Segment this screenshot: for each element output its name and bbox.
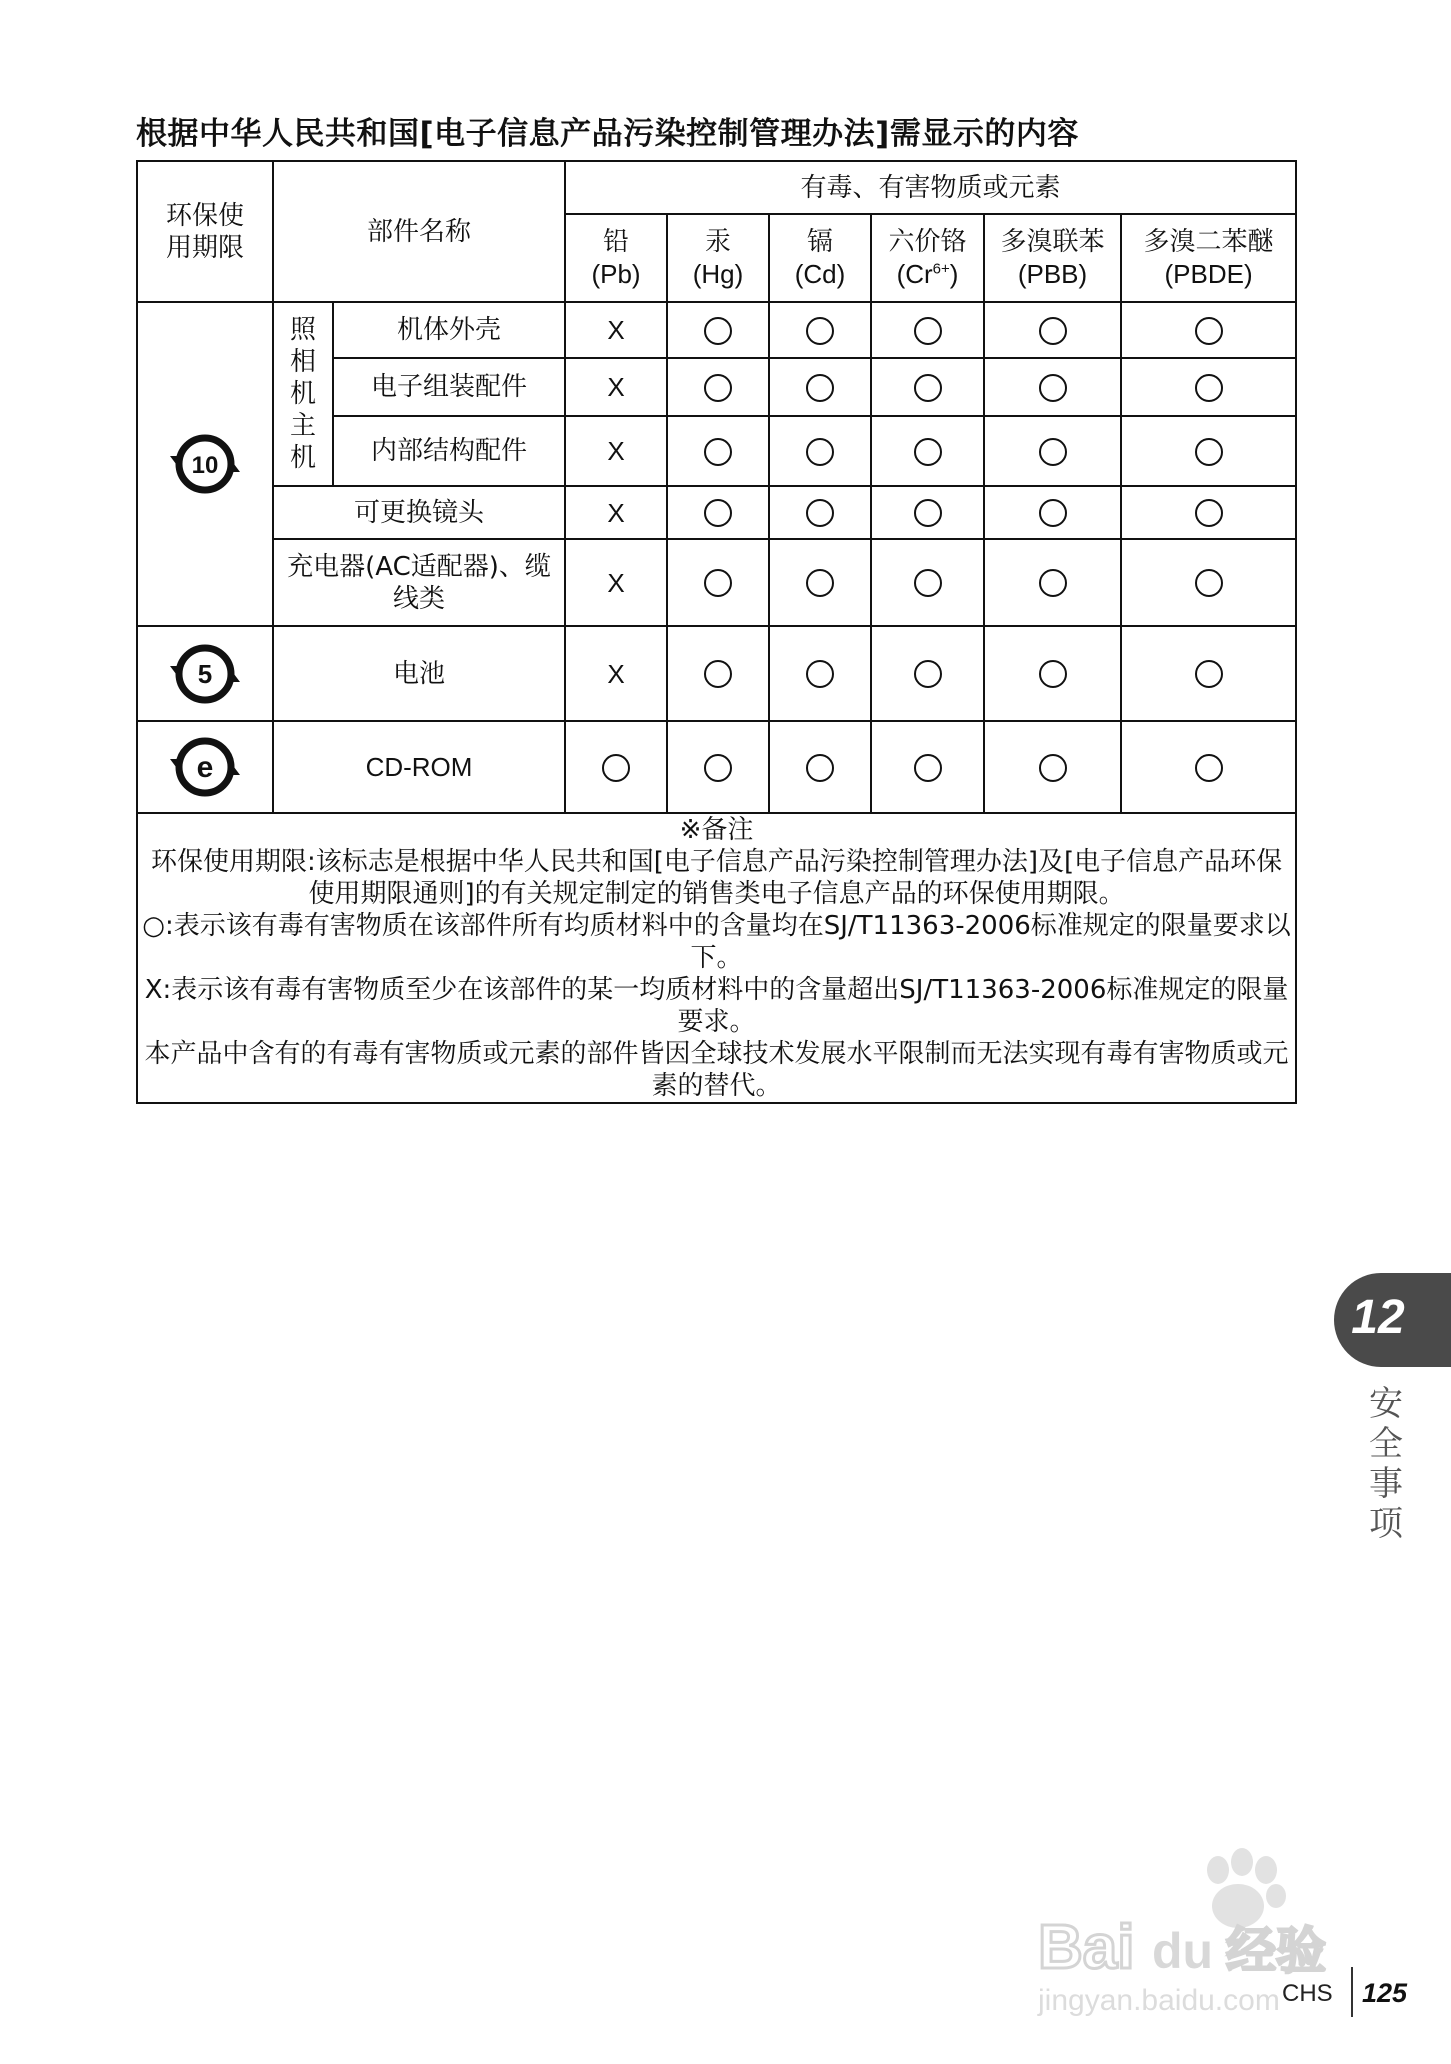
notes-row [137, 813, 1296, 1103]
header-lead: 铅 (Pb) [565, 214, 667, 302]
notes-cell [137, 813, 1296, 1103]
compliant-circle-icon [704, 660, 732, 688]
watermark-jingyan: 经验 [1226, 1922, 1326, 1980]
page-number: 125 [1362, 1978, 1408, 2008]
part-name: 电池 [273, 626, 565, 721]
mark-lead: X [565, 486, 667, 539]
mark-pbde [1121, 302, 1296, 358]
compliant-circle-icon [1195, 438, 1223, 466]
mark-pbb [984, 358, 1121, 416]
mark-chromium [871, 358, 984, 416]
watermark-du: du [1152, 1923, 1214, 1979]
mark-pbde [1121, 486, 1296, 539]
note-substitution: 本产品中含有的有毒有害物质或元素的部件皆因全球技术发展水平限制而无法实现有毒有害物质或元素的替代。 [144, 1039, 1289, 1101]
epup-environment-friendly-icon [170, 732, 240, 802]
compliant-circle-icon [1195, 569, 1223, 597]
mark-pbb [984, 416, 1121, 486]
part-name: 可更换镜头 [273, 486, 565, 539]
camera-body-label: 照 相 机 主 机 [273, 302, 333, 486]
compliant-circle-icon [704, 569, 732, 597]
compliant-circle-icon [704, 499, 732, 527]
compliant-circle-icon [1195, 317, 1223, 345]
mark-mercury [667, 539, 769, 626]
mark-pbb [984, 626, 1121, 721]
mark-cadmium [769, 721, 871, 813]
mark-pbde [1121, 721, 1296, 813]
mark-lead [565, 721, 667, 813]
mark-chromium [871, 416, 984, 486]
mark-mercury [667, 416, 769, 486]
compliant-circle-icon [704, 754, 732, 782]
period-cell-5 [137, 626, 273, 721]
compliant-circle-icon [1195, 499, 1223, 527]
mark-cadmium [769, 302, 871, 358]
mark-chromium [871, 721, 984, 813]
header-cadmium: 镉 (Cd) [769, 214, 871, 302]
mark-mercury [667, 721, 769, 813]
compliant-circle-icon [1039, 569, 1067, 597]
compliant-circle-icon [806, 438, 834, 466]
mark-cadmium [769, 539, 871, 626]
mark-pbde [1121, 539, 1296, 626]
table-row [137, 486, 1296, 539]
header-pbde: 多溴二苯醚 (PBDE) [1121, 214, 1296, 302]
mark-chromium [871, 626, 984, 721]
mark-lead: X [565, 358, 667, 416]
compliant-circle-icon [602, 754, 630, 782]
footer-divider [1351, 1967, 1353, 2017]
note-period: 环保使用期限:该标志是根据中华人民共和国[电子信息产品污染控制管理办法]及[电子信息产品环保使用期限通则]的有关规定制定的销售类电子信息产品的环保使用期限。 [150, 847, 1283, 909]
part-name: 电子组装配件 [333, 358, 565, 416]
compliant-circle-icon [704, 374, 732, 402]
period-cell-10 [137, 302, 273, 626]
header-row-1 [137, 161, 1296, 214]
compliant-circle-icon [806, 374, 834, 402]
header-pbb: 多溴联苯 (PBB) [984, 214, 1121, 302]
compliant-circle-icon [914, 569, 942, 597]
epup-10-year-icon [170, 429, 240, 499]
compliant-circle-icon [914, 374, 942, 402]
header-chromium: 六价铬 $(Cr^{6+})$ [871, 214, 984, 302]
compliant-circle-icon [704, 438, 732, 466]
table-row [137, 721, 1296, 813]
compliant-circle-icon [914, 660, 942, 688]
compliant-circle-icon [1039, 754, 1067, 782]
watermark-url: jingyan.baidu.com [1038, 1984, 1280, 2017]
compliant-circle-icon [1039, 317, 1067, 345]
epup-10-label: 10 [191, 452, 219, 479]
hazardous-substances-table [136, 160, 1297, 1104]
mark-pbde [1121, 358, 1296, 416]
compliant-circle-icon [806, 569, 834, 597]
watermark-bai: Bai [1038, 1913, 1135, 1982]
mark-lead: X [565, 539, 667, 626]
mark-lead: X [565, 626, 667, 721]
compliant-circle-icon [1195, 374, 1223, 402]
header-part-name: 部件名称 [273, 161, 565, 302]
table-row [137, 626, 1296, 721]
mark-pbde [1121, 416, 1296, 486]
mark-mercury [667, 302, 769, 358]
compliant-circle-icon [1039, 499, 1067, 527]
compliant-circle-icon [1195, 660, 1223, 688]
mark-chromium [871, 539, 984, 626]
mark-chromium [871, 486, 984, 539]
mark-lead: X [565, 302, 667, 358]
mark-mercury [667, 358, 769, 416]
header-mercury: 汞 (Hg) [667, 214, 769, 302]
footer-language: CHS [1282, 1980, 1333, 2007]
mark-cadmium [769, 416, 871, 486]
mark-pbb [984, 539, 1121, 626]
compliant-circle-icon [1039, 660, 1067, 688]
mark-pbb [984, 486, 1121, 539]
mark-pbb [984, 302, 1121, 358]
compliant-circle-icon [806, 754, 834, 782]
page-heading: 根据中华人民共和国[电子信息产品污染控制管理办法]需显示的内容 [136, 116, 1079, 152]
mark-cadmium [769, 626, 871, 721]
note-x: X:表示该有毒有害物质至少在该部件的某一均质材料中的含量超出SJ/T11363-2006标准规定的限量要求。 [144, 975, 1289, 1037]
mark-mercury [667, 626, 769, 721]
period-cell-e [137, 721, 273, 813]
part-name: 充电器(AC适配器)、缆线类 [273, 539, 565, 626]
part-name: CD-ROM [273, 721, 565, 813]
compliant-circle-icon [1039, 438, 1067, 466]
compliant-circle-icon [914, 499, 942, 527]
mark-lead: X [565, 416, 667, 486]
compliant-circle-icon [914, 317, 942, 345]
table-row [137, 302, 1296, 358]
header-substances-group: 有毒、有害物质或元素 [565, 161, 1296, 214]
compliant-circle-icon [806, 499, 834, 527]
chapter-title: 安全事项 [1369, 1384, 1403, 1544]
notes-title: ※备注 [679, 815, 754, 845]
baidu-watermark [1030, 1840, 1360, 2044]
compliant-circle-icon [806, 660, 834, 688]
compliant-circle-icon [1195, 754, 1223, 782]
part-name: 内部结构配件 [333, 416, 565, 486]
compliant-circle-icon [914, 754, 942, 782]
mark-chromium [871, 302, 984, 358]
mark-pbb [984, 721, 1121, 813]
table-row [137, 539, 1296, 626]
epup-e-label: e [196, 751, 214, 784]
mark-cadmium [769, 358, 871, 416]
compliant-circle-icon [1039, 374, 1067, 402]
note-circle: ○:表示该有毒有害物质在该部件所有均质材料中的含量均在SJ/T11363-2006标准规定的限量要求以下。 [142, 911, 1291, 973]
chapter-number: 12 [1351, 1291, 1405, 1344]
compliant-circle-icon [914, 438, 942, 466]
mark-cadmium [769, 486, 871, 539]
mark-mercury [667, 486, 769, 539]
epup-5-label: 5 [197, 658, 213, 689]
epup-5-year-icon [170, 639, 240, 709]
compliant-circle-icon [704, 317, 732, 345]
baidu-paw-icon [1030, 1840, 1360, 2040]
compliant-circle-icon [806, 317, 834, 345]
mark-pbde [1121, 626, 1296, 721]
header-period: 环保使用期限 [137, 161, 273, 302]
part-name: 机体外壳 [333, 302, 565, 358]
